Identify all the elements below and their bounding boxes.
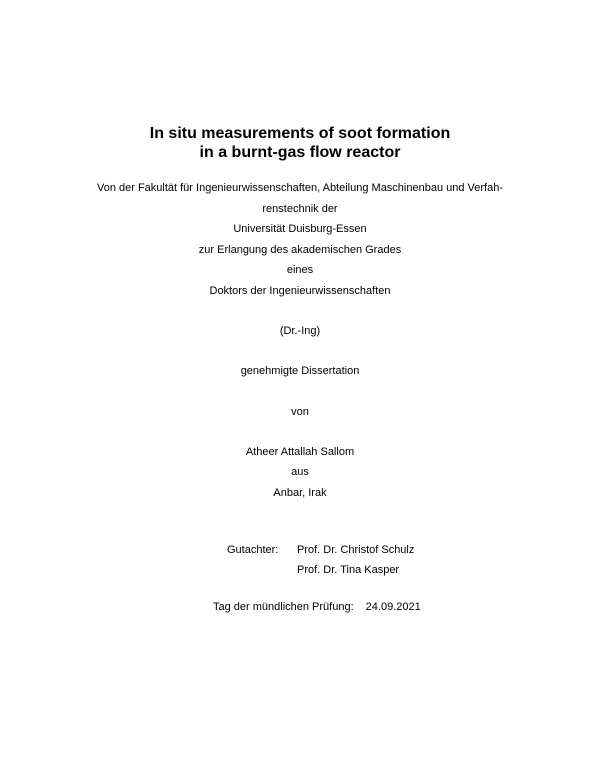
exam-date-label: Tag der mündlichen Prüfung: (213, 601, 354, 613)
thesis-title-line-1: In situ measurements of soot formation (149, 125, 451, 142)
approved-dissertation: genehmigte Dissertation (240, 365, 360, 377)
author-origin: Anbar, Irak (273, 487, 327, 499)
degree-article: eines (286, 264, 314, 276)
thesis-title-line-2: in a burnt-gas flow reactor (199, 144, 401, 161)
reviewer-name: Prof. Dr. Christof Schulz (297, 544, 415, 556)
reviewer-row-1 (227, 540, 414, 560)
degree-purpose: zur Erlangung des akademischen Grades (198, 244, 402, 256)
degree-name: Doktors der Ingenieurwissenschaften (209, 285, 391, 297)
faculty-line-1: Von der Fakultät für Ingenieurwissenschaften, Abteilung Maschinenbau und Verfah- (96, 182, 504, 194)
exam-date: 24.09.2021 (365, 601, 421, 613)
author-name: Atheer Attallah Sallom (245, 446, 355, 458)
exam-date-block (213, 600, 421, 614)
by-label: von (291, 406, 309, 418)
reviewer-row-2 (227, 560, 414, 580)
from-label: aus (291, 466, 309, 478)
reviewers-block (227, 540, 414, 580)
degree-abbreviation: (Dr.-Ing) (279, 325, 321, 337)
faculty-line-2: renstechnik der (262, 203, 338, 215)
reviewer-name: Prof. Dr. Tina Kasper (297, 564, 400, 576)
university-name: Universität Duisburg-Essen (233, 223, 367, 235)
reviewers-label: Gutachter: (227, 544, 279, 556)
